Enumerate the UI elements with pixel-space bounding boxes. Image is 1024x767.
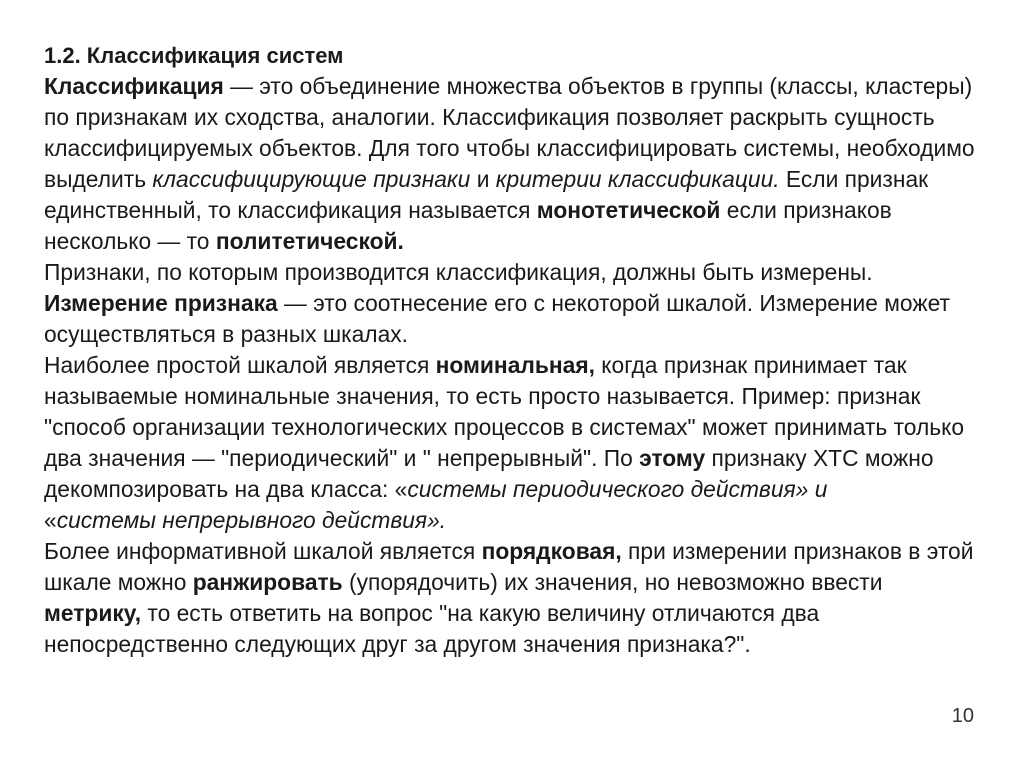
term-periodic-systems: системы периодического действия» и (407, 476, 828, 502)
term-rank: ранжировать (192, 569, 343, 595)
paragraph-nominal-scale (44, 350, 984, 536)
paragraph-ordinal-scale (44, 536, 984, 660)
term-continuous-systems: системы непрерывного действия». (56, 507, 447, 533)
term-ordinal: порядковая, (481, 538, 622, 564)
term-nominal: номинальная, (435, 352, 595, 378)
text-segment: если признаков несколько — то (44, 197, 892, 254)
term-classification-criteria: критерии классификации. (495, 166, 780, 192)
text-segment: и (470, 166, 496, 192)
section-heading: 1.2. Классификация систем (44, 43, 344, 68)
term-feature-measurement: Измерение признака (44, 290, 278, 316)
text-segment: Более информативной шкалой является (44, 538, 482, 564)
term-metric: метрику, (44, 600, 142, 626)
text-segment: — это соотнесение его с некоторой шкалой. Измерение может осуществляться в разных шкалах. (44, 290, 950, 347)
paragraph-feature-measurement (44, 257, 984, 350)
text-segment: Признаки, по которым производится классификация, должны быть измерены. (44, 259, 873, 285)
text-segment: когда признак принимает так называемые номинальные значения, то есть просто называется. Пример: признак "способ организации технологических процессов в системах" может принимать только два значения — "периодический" и " непрерывный". По (44, 352, 965, 471)
text-segment: « (44, 507, 57, 533)
page-number: 10 (951, 705, 974, 727)
text-segment: то есть ответить на вопрос "на какую величину отличаются два непосредственно следующих друг за другом значения признака?". (44, 600, 820, 657)
paragraph-classification-definition (44, 71, 984, 257)
term-monothetic: монотетической (536, 197, 721, 223)
text-segment: — это объединение множества объектов в группы (классы, кластеры) по признакам их сходства, аналогии. Классификация позволяет раскрыть сущность классифицируемых объектов. Для того чтобы классифицировать системы, необходимо выделить (44, 73, 975, 192)
term-this: этому (639, 445, 706, 471)
text-segment: Если признак единственный, то классификация называется (44, 166, 929, 223)
term-classification: Классификация (44, 73, 224, 99)
text-segment: Наиболее простой шкалой является (44, 352, 436, 378)
term-polythetic: политетической. (215, 228, 404, 254)
text-segment: при измерении признаков в этой шкале можно (44, 538, 974, 595)
term-classifying-features: классифицирующие признаки (152, 166, 471, 192)
text-segment: (упорядочить) их значения, но невозможно ввести (342, 569, 883, 595)
slide-content (44, 40, 984, 660)
text-segment: признаку ХТС можно декомпозировать на два класса: « (44, 445, 934, 502)
